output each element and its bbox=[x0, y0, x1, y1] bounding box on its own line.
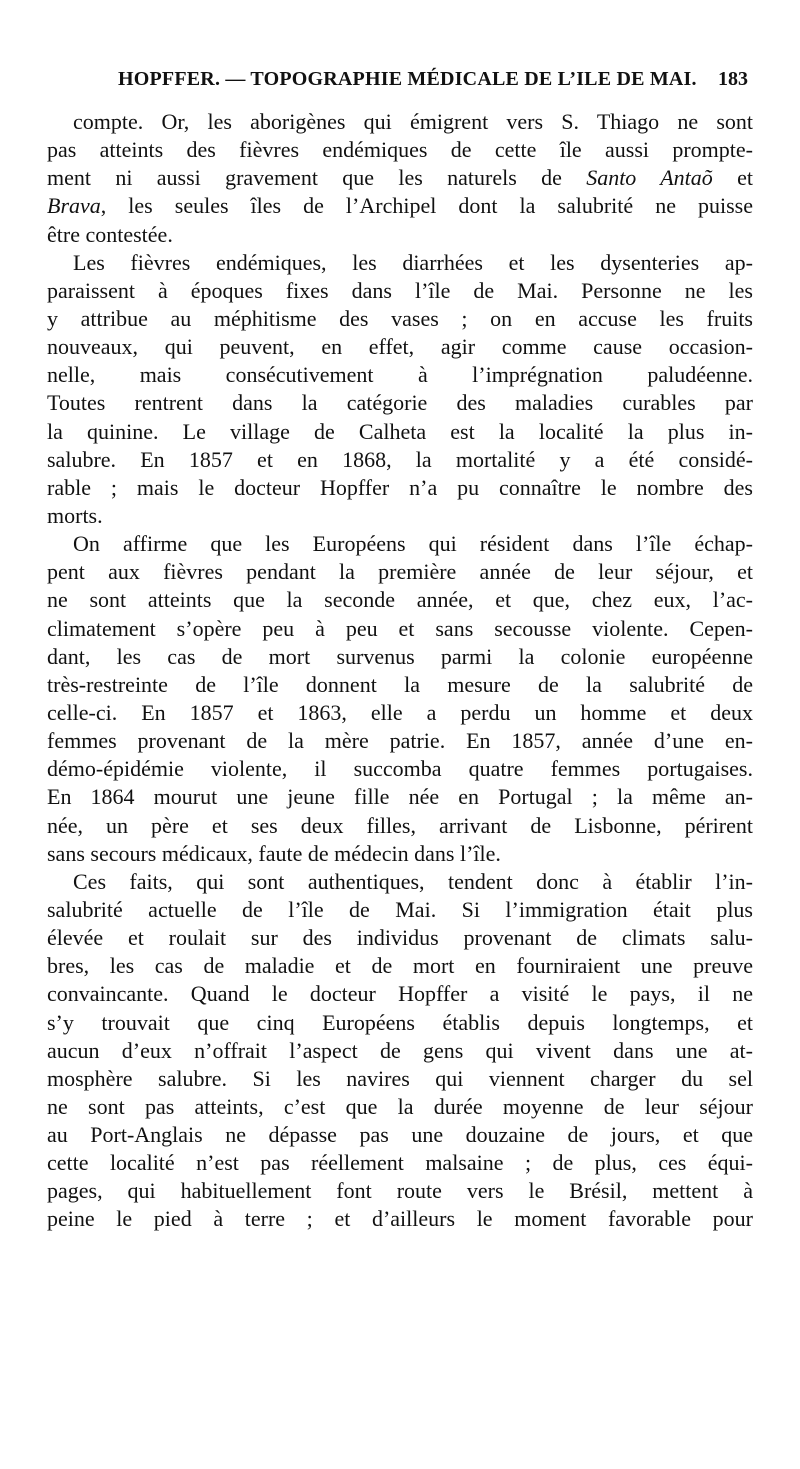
text-line: nouveaux, qui peuvent, en effet, agir comme cause occasion- bbox=[47, 334, 753, 360]
text-line: cette localité n’est pas réellement malsaine ; de plus, ces équi- bbox=[47, 1150, 753, 1176]
text-line: sans secours médicaux, faute de médecin dans l’île. bbox=[47, 840, 501, 866]
running-title: HOPFFER. — TOPOGRAPHIE MÉDICALE DE L’ILE DE MAI. bbox=[118, 68, 697, 90]
text-line: mosphère salubre. Si les navires qui viennent charger du sel bbox=[47, 1065, 753, 1091]
text-line: être contestée. bbox=[47, 221, 173, 247]
text-line: y attribue au méphitisme des vases ; on en accuse les fruits bbox=[47, 305, 753, 331]
text-line: ne sont atteints que la seconde année, et que, chez eux, l’ac- bbox=[47, 587, 753, 613]
text-line: compte. Or, les aborigènes qui émigrent vers S. Thiago ne sont bbox=[73, 109, 753, 134]
text-line: née, un père et ses deux filles, arrivant de Lisbonne, périrent bbox=[47, 812, 753, 838]
text-line: climatement s’opère peu à peu et sans secousse violente. Cepen- bbox=[47, 615, 753, 641]
text-line: bres, les cas de maladie et de mort en fourniraient une preuve bbox=[47, 953, 753, 979]
text-line: On affirme que les Européens qui résident dans l’île échap- bbox=[73, 531, 753, 557]
text-line: au Port-Anglais ne dépasse pas une douzaine de jours, et que bbox=[47, 1122, 753, 1148]
text-line: salubrité actuelle de l’île de Mai. Si l’immigration était plus bbox=[47, 896, 753, 922]
text-line: rable ; mais le docteur Hopffer n’a pu connaître le nombre des bbox=[47, 474, 753, 500]
text-line: pas atteints des fièvres endémiques de cette île aussi prompte- bbox=[47, 137, 753, 163]
text-line: convaincante. Quand le docteur Hopffer a visité le pays, il ne bbox=[47, 981, 753, 1007]
text-line: celle-ci. En 1857 et 1863, elle a perdu un homme et deux bbox=[47, 699, 753, 725]
italic-text: Santo Antaõ bbox=[586, 165, 713, 191]
text-line: peine le pied à terre ; et d’ailleurs le moment favorable pour bbox=[47, 1206, 753, 1232]
running-header bbox=[0, 68, 800, 98]
text-line: Les fièvres endémiques, les diarrhées et les dysenteries ap- bbox=[73, 249, 753, 275]
text-line: dant, les cas de mort survenus parmi la colonie européenne bbox=[47, 643, 753, 669]
body-text bbox=[47, 108, 753, 1234]
text-line: Toutes rentrent dans la catégorie des maladies curables par bbox=[47, 390, 753, 416]
text-line: s’y trouvait que cinq Européens établis depuis longtemps, et bbox=[47, 1009, 753, 1035]
text-line: paraissent à époques fixes dans l’île de Mai. Personne ne les bbox=[47, 277, 753, 303]
text-line: pages, qui habituellement font route vers le Brésil, mettent à bbox=[47, 1178, 753, 1204]
text-line: morts. bbox=[47, 502, 103, 528]
text-line: élevée et roulait sur des individus provenant de climats salu- bbox=[47, 925, 753, 951]
text-line: En 1864 mourut une jeune fille née en Portugal ; la même an- bbox=[47, 784, 753, 810]
text-line: salubre. En 1857 et en 1868, la mortalité y a été considé- bbox=[47, 446, 753, 472]
text-line: nelle, mais consécutivement à l’imprégnation paludéenne. bbox=[47, 362, 753, 388]
text-line: Ces faits, qui sont authentiques, tendent donc à établir l’in- bbox=[73, 868, 753, 894]
text-line: ne sont pas atteints, c’est que la durée moyenne de leur séjour bbox=[47, 1093, 753, 1119]
text-line: Brava, les seules îles de l’Archipel dont la salubrité ne puisse bbox=[47, 193, 753, 219]
text-line: pent aux fièvres pendant la première année de leur séjour, et bbox=[47, 559, 753, 585]
text-line: ment ni aussi gravement que les naturels de Santo Antaõ et bbox=[47, 165, 753, 191]
text-line: aucun d’eux n’offrait l’aspect de gens qui vivent dans une at- bbox=[47, 1037, 753, 1063]
text-line: très-restreinte de l’île donnent la mesure de la salubrité de bbox=[47, 671, 753, 697]
page-number: 183 bbox=[718, 68, 748, 90]
text-line: démo-épidémie violente, il succomba quatre femmes portugaises. bbox=[47, 756, 753, 782]
italic-text: Brava bbox=[47, 193, 101, 219]
text-line: femmes provenant de la mère patrie. En 1857, année d’une en- bbox=[47, 728, 753, 754]
text-line: la quinine. Le village de Calheta est la localité la plus in- bbox=[47, 418, 753, 444]
